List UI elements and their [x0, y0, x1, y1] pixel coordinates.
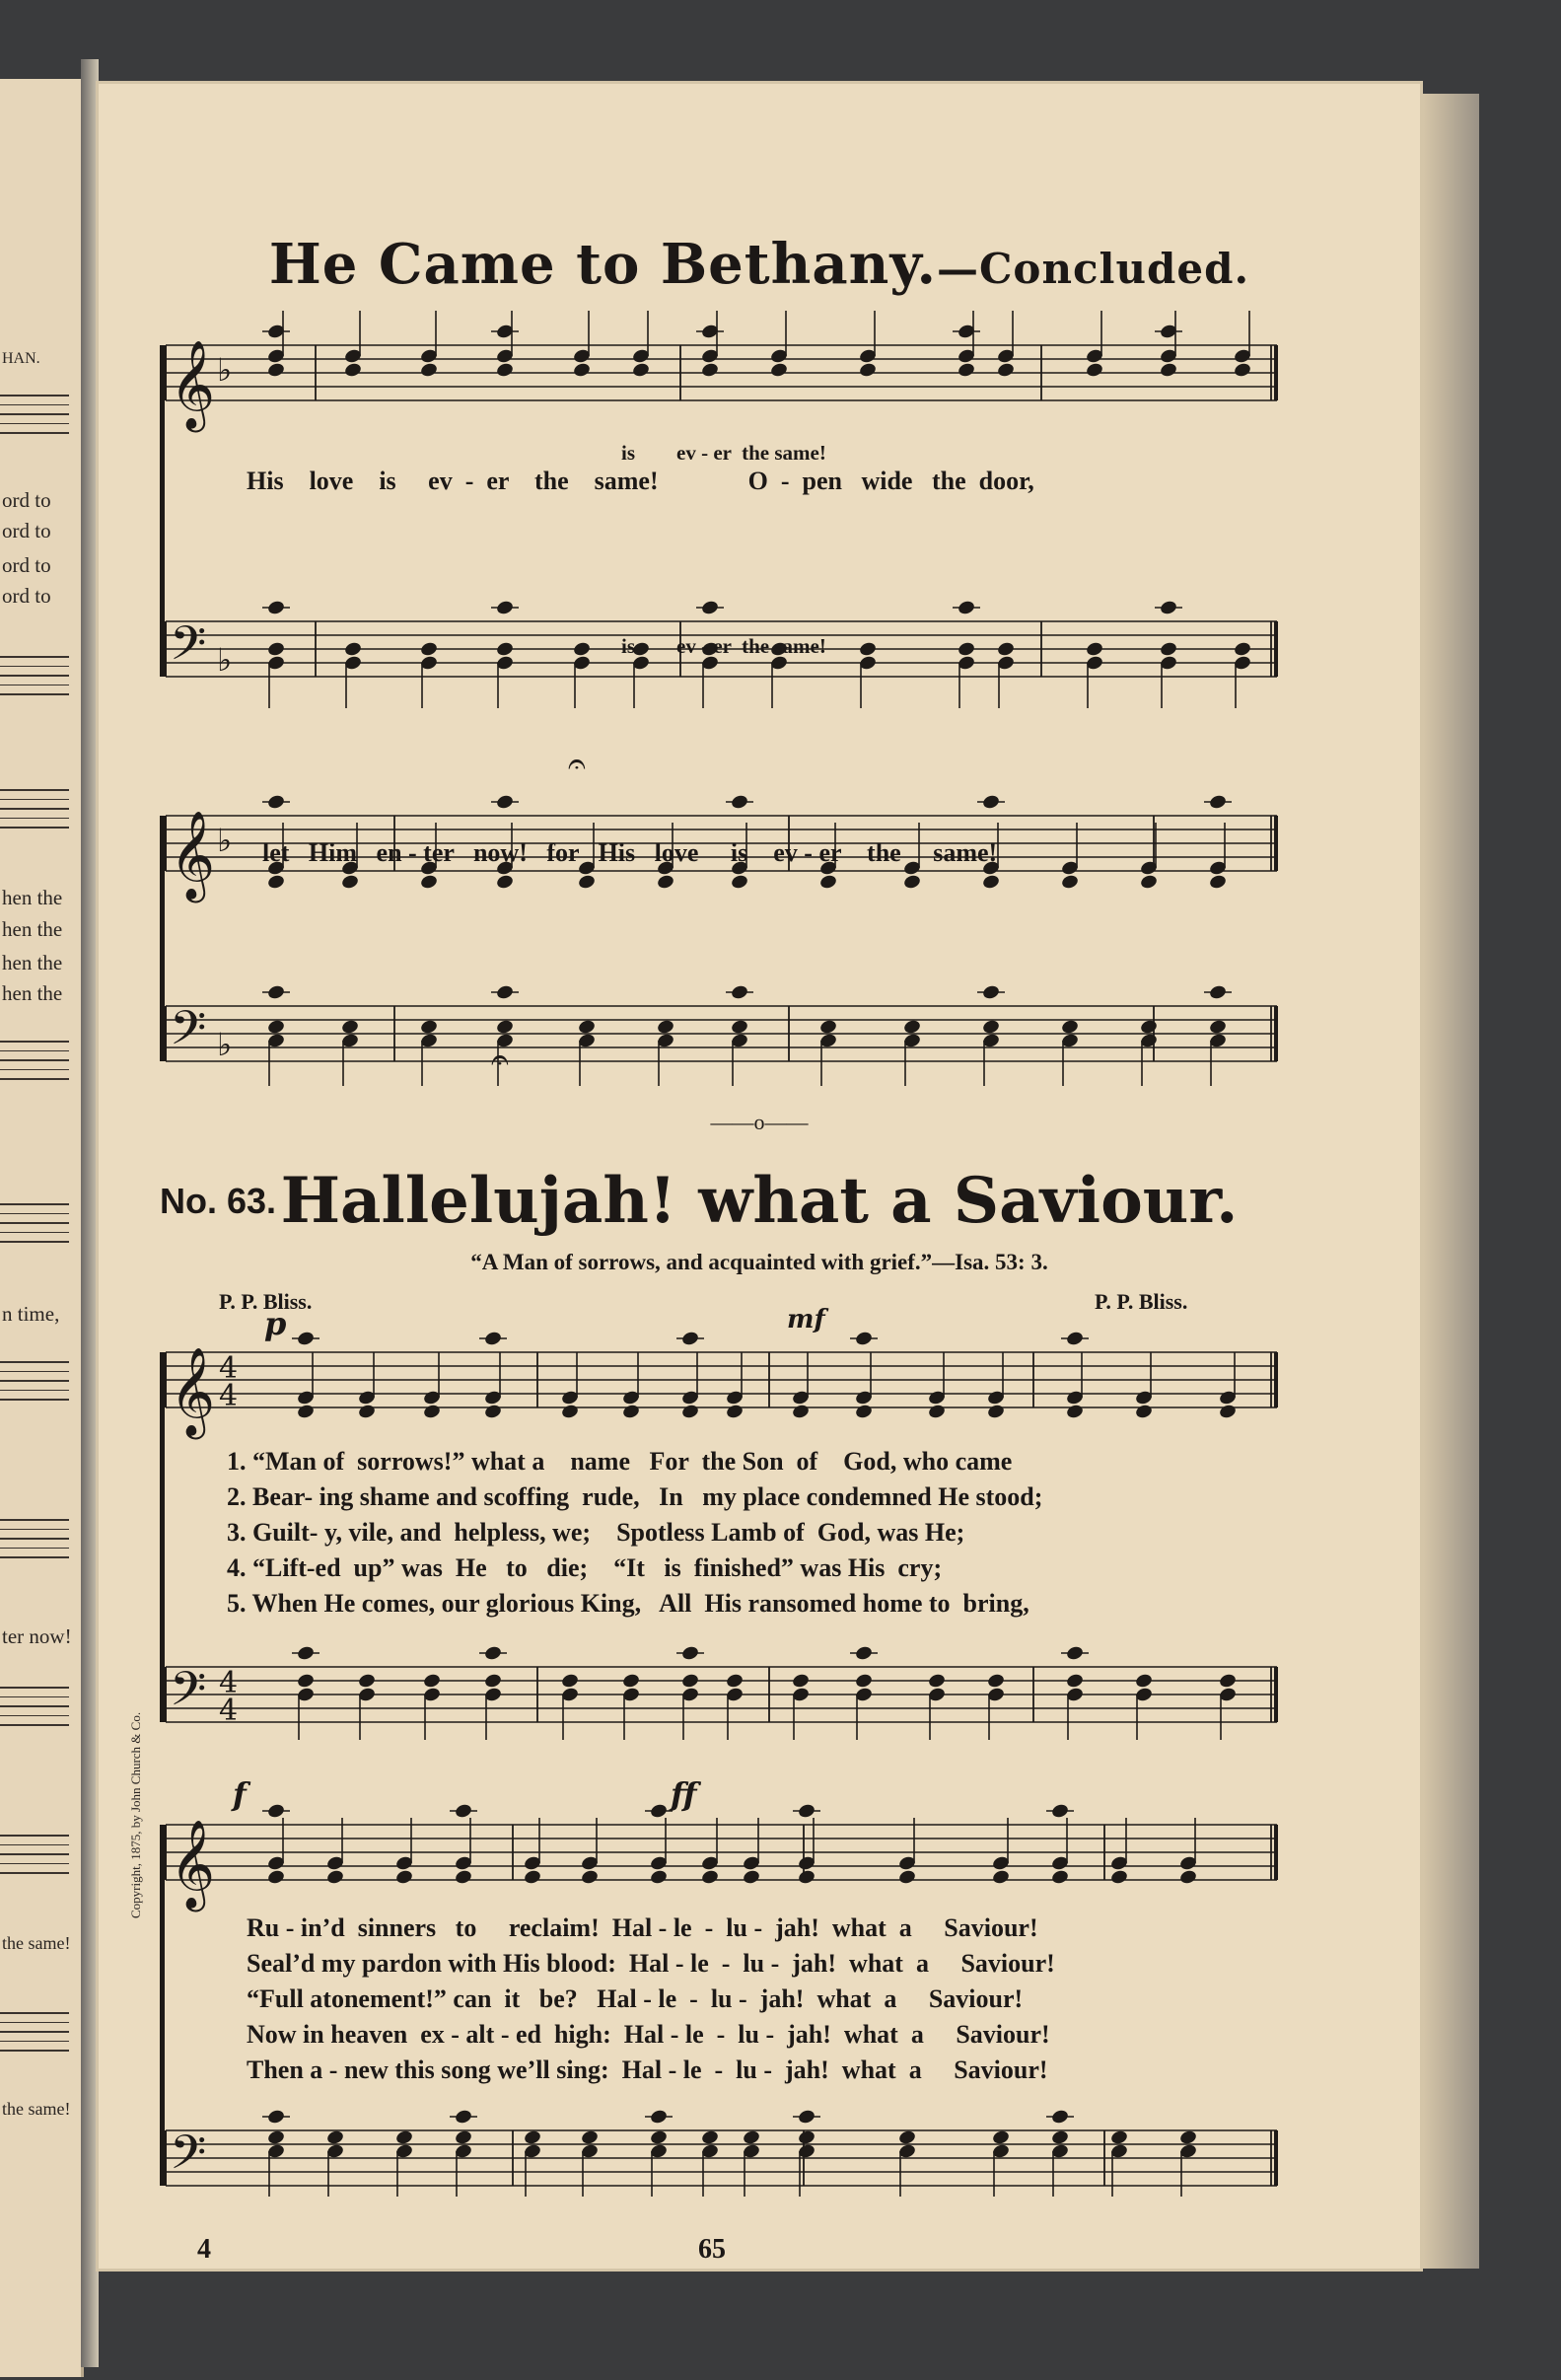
notehead — [957, 641, 975, 658]
notehead — [325, 1869, 344, 1886]
notehead — [981, 984, 1000, 1001]
left-fragment: n time, — [2, 1302, 60, 1326]
notehead — [818, 1019, 837, 1036]
notehead — [700, 1869, 719, 1886]
verse-line: 4. “Lift-ed up” was He to die; “It is finished” was His cry; — [227, 1553, 943, 1582]
notehead — [1178, 1869, 1197, 1886]
notehead — [797, 1869, 816, 1886]
flat-sign-icon: ♭ — [217, 1026, 233, 1063]
notehead — [577, 1019, 596, 1036]
hymn2-words-by: P. P. Bliss. — [219, 1289, 313, 1314]
hymn2-music-by: P. P. Bliss. — [1095, 1289, 1188, 1314]
notehead — [1208, 984, 1227, 1001]
treble-clef-icon: 𝄞 — [170, 340, 216, 429]
notehead — [957, 362, 975, 379]
notehead — [791, 1673, 810, 1690]
notehead — [454, 1803, 472, 1820]
section-separator: ——o—— — [710, 1110, 809, 1134]
notehead — [419, 874, 438, 891]
notehead — [1109, 2129, 1128, 2146]
final-barline — [1274, 621, 1278, 677]
notehead — [495, 794, 514, 811]
left-fragment: HAN. — [2, 350, 40, 367]
notehead — [649, 1869, 668, 1886]
hymn2-number: No. 63. — [160, 1181, 277, 1221]
notehead — [296, 1331, 315, 1347]
left-staff — [0, 1361, 69, 1408]
system-brace — [160, 1825, 165, 2186]
notehead — [1134, 1673, 1153, 1690]
notehead — [572, 362, 591, 379]
notehead — [343, 362, 362, 379]
notehead — [858, 641, 877, 658]
system-brace — [160, 1352, 165, 1722]
treble-clef-icon: 𝄞 — [170, 1820, 216, 1909]
notehead — [858, 362, 877, 379]
copyright-notice: Copyright, 1875, by John Church & Co. — [128, 1711, 143, 1918]
notehead — [725, 1673, 744, 1690]
notehead — [495, 362, 514, 379]
left-fragment: ord to — [2, 553, 51, 577]
left-fragment: ord to — [2, 488, 51, 512]
notehead — [1208, 1019, 1227, 1036]
notehead — [1085, 362, 1103, 379]
left-staff — [0, 1203, 69, 1251]
notehead — [343, 641, 362, 658]
notehead — [340, 1019, 359, 1036]
time-signature: 4 — [219, 1351, 239, 1386]
left-staff — [0, 2012, 69, 2059]
notehead — [419, 641, 438, 658]
notehead — [266, 1803, 285, 1820]
notehead — [700, 362, 719, 379]
notehead — [1139, 1019, 1158, 1036]
notehead — [394, 1869, 413, 1886]
notehead — [296, 1404, 315, 1420]
notehead — [621, 1404, 640, 1420]
notehead — [1060, 874, 1079, 891]
notehead — [1218, 1404, 1237, 1420]
notehead — [991, 1869, 1010, 1886]
notehead — [523, 2129, 541, 2146]
notehead — [394, 2129, 413, 2146]
system-brace — [160, 345, 165, 677]
notehead — [1208, 794, 1227, 811]
notehead — [730, 874, 748, 891]
flat-sign-icon: ♭ — [217, 351, 233, 389]
bass-clef-icon: 𝄢 — [170, 615, 207, 683]
notehead — [725, 1404, 744, 1420]
final-barline — [1274, 816, 1278, 871]
notehead — [1050, 1803, 1069, 1820]
notehead — [266, 1019, 285, 1036]
hymn1-title — [99, 232, 1420, 297]
notehead — [1050, 1869, 1069, 1886]
notehead — [957, 600, 975, 616]
notehead — [700, 2129, 719, 2146]
notehead — [495, 641, 514, 658]
left-fragment: hen the — [2, 981, 63, 1005]
bass-clef-icon: 𝄢 — [170, 1000, 207, 1067]
time-signature: 4 — [219, 1379, 239, 1413]
notehead — [1065, 1404, 1084, 1420]
notehead — [649, 1803, 668, 1820]
notehead — [266, 1869, 285, 1886]
verse-line: 3. Guilt- y, vile, and helpless, we; Spotless Lamb of God, was He; — [227, 1518, 965, 1547]
verse-line: Seal’d my pardon with His blood: Hal - le - lu - jah! what a Saviour! — [247, 1949, 1055, 1978]
notehead — [927, 1673, 946, 1690]
notehead — [981, 874, 1000, 891]
notehead — [560, 1404, 579, 1420]
dynamic-mark: mf — [787, 1305, 825, 1334]
notehead — [495, 1019, 514, 1036]
notehead — [649, 2109, 668, 2126]
notehead — [986, 1404, 1005, 1420]
notehead — [631, 362, 650, 379]
notehead — [797, 1803, 816, 1820]
notehead — [621, 1673, 640, 1690]
notehead — [580, 1869, 599, 1886]
left-staff — [0, 656, 69, 703]
notehead — [730, 1019, 748, 1036]
verse-line: 5. When He comes, our glorious King, All His ransomed home to bring, — [227, 1589, 1029, 1618]
notehead — [266, 2109, 285, 2126]
verse-line: Now in heaven ex - alt - ed high: Hal - le - lu - jah! what a Saviour! — [247, 2020, 1050, 2049]
notehead — [902, 874, 921, 891]
notehead — [797, 2129, 816, 2146]
notehead — [991, 2129, 1010, 2146]
notehead — [854, 1645, 873, 1662]
notehead — [1159, 362, 1177, 379]
notehead — [296, 1673, 315, 1690]
notehead — [1065, 1673, 1084, 1690]
notehead — [560, 1673, 579, 1690]
notehead — [854, 1331, 873, 1347]
notehead — [266, 641, 285, 658]
notehead — [483, 1673, 502, 1690]
notehead — [1050, 2129, 1069, 2146]
notehead — [266, 2129, 285, 2146]
left-fragment: hen the — [2, 917, 63, 941]
notehead — [791, 1404, 810, 1420]
time-signature: 4 — [219, 1666, 239, 1700]
notehead — [266, 874, 285, 891]
time-signature: 4 — [219, 1694, 239, 1728]
left-staff — [0, 395, 69, 442]
notehead — [1065, 1331, 1084, 1347]
hymn1-title-text: He Came to Bethany. — [268, 232, 937, 297]
notehead — [1139, 874, 1158, 891]
left-page — [0, 79, 84, 2377]
notehead — [981, 794, 1000, 811]
page-edges — [1420, 94, 1479, 2269]
notehead — [357, 1673, 376, 1690]
notehead — [656, 874, 674, 891]
notehead — [742, 2129, 760, 2146]
left-fragment: the same! — [2, 2099, 71, 2119]
left-fragment: ter now! — [2, 1624, 72, 1648]
notehead — [1050, 2109, 1069, 2126]
notehead — [700, 600, 719, 616]
notehead — [680, 1645, 699, 1662]
notehead — [454, 2129, 472, 2146]
left-fragment: hen the — [2, 886, 63, 909]
hymn2-epigraph: “A Man of sorrows, and acquainted with grief.”—Isa. 53: 3. — [470, 1250, 1048, 1274]
book-gutter — [81, 59, 99, 2367]
notehead — [1134, 1404, 1153, 1420]
bass-clef-icon: 𝄢 — [170, 1661, 207, 1728]
flat-sign-icon: ♭ — [217, 822, 233, 859]
notehead — [730, 984, 748, 1001]
left-staff — [0, 1687, 69, 1734]
hymn-page — [99, 84, 1420, 2269]
verse-line: 2. Bear- ing shame and scoffing rude, In my place condemned He stood; — [227, 1482, 1043, 1511]
notehead — [1109, 1869, 1128, 1886]
notehead — [454, 1869, 472, 1886]
notehead — [897, 2129, 916, 2146]
fermata-icon: 𝄐 — [491, 1041, 509, 1078]
notehead — [656, 1019, 674, 1036]
dynamic-mark: f — [233, 1775, 247, 1813]
hymn1-alto-lyric: is ev - er the same! — [621, 441, 826, 465]
treble-clef-icon: 𝄞 — [170, 811, 216, 900]
notehead — [422, 1404, 441, 1420]
notehead — [769, 362, 788, 379]
notehead — [1208, 874, 1227, 891]
notehead — [495, 984, 514, 1001]
notehead — [1218, 1673, 1237, 1690]
notehead — [897, 1869, 916, 1886]
final-barline — [1274, 2130, 1278, 2186]
final-barline — [1274, 1667, 1278, 1722]
signature-mark: 4 — [197, 2234, 211, 2265]
notehead — [649, 2129, 668, 2146]
hymn1-title-suffix: —Concluded. — [937, 245, 1250, 293]
final-barline — [1274, 345, 1278, 400]
final-barline — [1274, 1006, 1278, 1061]
notehead — [340, 874, 359, 891]
notehead — [742, 1869, 760, 1886]
notehead — [981, 1019, 1000, 1036]
verse-line: 1. “Man of sorrows!” what a name For the Son of God, who came — [227, 1447, 1013, 1476]
verse-line: “Full atonement!” can it be? Hal - le - lu - jah! what a Saviour! — [247, 1984, 1024, 2013]
notehead — [680, 1404, 699, 1420]
notehead — [495, 874, 514, 891]
notehead — [1233, 362, 1251, 379]
notehead — [483, 1404, 502, 1420]
final-barline — [1274, 1825, 1278, 1880]
notehead — [419, 362, 438, 379]
notehead — [296, 1645, 315, 1662]
notehead — [1159, 600, 1177, 616]
notehead — [1159, 641, 1177, 658]
left-fragment: ord to — [2, 519, 51, 542]
verse-line: Ru - in’d sinners to reclaim! Hal - le - lu - jah! what a Saviour! — [247, 1913, 1038, 1942]
notehead — [680, 1673, 699, 1690]
notehead — [483, 1645, 502, 1662]
flat-sign-icon: ♭ — [217, 641, 233, 679]
verse-line: Then a - new this song we’ll sing: Hal - le - lu - jah! what a Saviour! — [247, 2055, 1048, 2084]
notehead — [818, 874, 837, 891]
notehead — [266, 362, 285, 379]
notehead — [730, 794, 748, 811]
notehead — [266, 600, 285, 616]
hymn1-lyric-line2: let Him en - ter now! for His love is ev - er the same! — [262, 838, 998, 867]
dynamic-mark: p — [264, 1305, 287, 1342]
notehead — [1065, 1645, 1084, 1662]
notehead — [902, 1019, 921, 1036]
notehead — [577, 874, 596, 891]
hymn2-title: Hallelujah! what a Saviour. — [280, 1164, 1239, 1238]
notehead — [357, 1404, 376, 1420]
notehead — [1085, 641, 1103, 658]
notehead — [266, 794, 285, 811]
notehead — [1233, 641, 1251, 658]
system-brace — [160, 816, 165, 1061]
page-number: 65 — [698, 2234, 726, 2265]
notehead — [1178, 2129, 1197, 2146]
dynamic-mark: ff — [671, 1775, 697, 1813]
notehead — [996, 641, 1015, 658]
treble-clef-icon: 𝄞 — [170, 1347, 216, 1436]
notehead — [572, 641, 591, 658]
notehead — [854, 1404, 873, 1420]
left-staff — [0, 1519, 69, 1566]
notehead — [1060, 1019, 1079, 1036]
fermata-icon: 𝄐 — [568, 745, 586, 782]
notehead — [854, 1673, 873, 1690]
left-fragment: ord to — [2, 584, 51, 608]
left-staff — [0, 1041, 69, 1088]
left-fragment: the same! — [2, 1933, 71, 1953]
notehead — [523, 1869, 541, 1886]
notehead — [797, 2109, 816, 2126]
hymn1-lyric-line1: His love is ev - er the same! O - pen wide the door, — [247, 467, 1034, 495]
notehead — [454, 2109, 472, 2126]
notehead — [325, 2129, 344, 2146]
notehead — [680, 1331, 699, 1347]
notehead — [483, 1331, 502, 1347]
bass-clef-icon: 𝄢 — [170, 2125, 207, 2192]
notehead — [419, 1019, 438, 1036]
notehead — [495, 600, 514, 616]
notehead — [580, 2129, 599, 2146]
notehead — [266, 984, 285, 1001]
notehead — [996, 362, 1015, 379]
final-barline — [1274, 1352, 1278, 1407]
notehead — [422, 1673, 441, 1690]
left-staff — [0, 1835, 69, 1882]
left-fragment: hen the — [2, 951, 63, 974]
left-staff — [0, 789, 69, 836]
hymn1-bass-lyric: is ev - er the same! — [621, 634, 826, 658]
notehead — [927, 1404, 946, 1420]
notehead — [986, 1673, 1005, 1690]
